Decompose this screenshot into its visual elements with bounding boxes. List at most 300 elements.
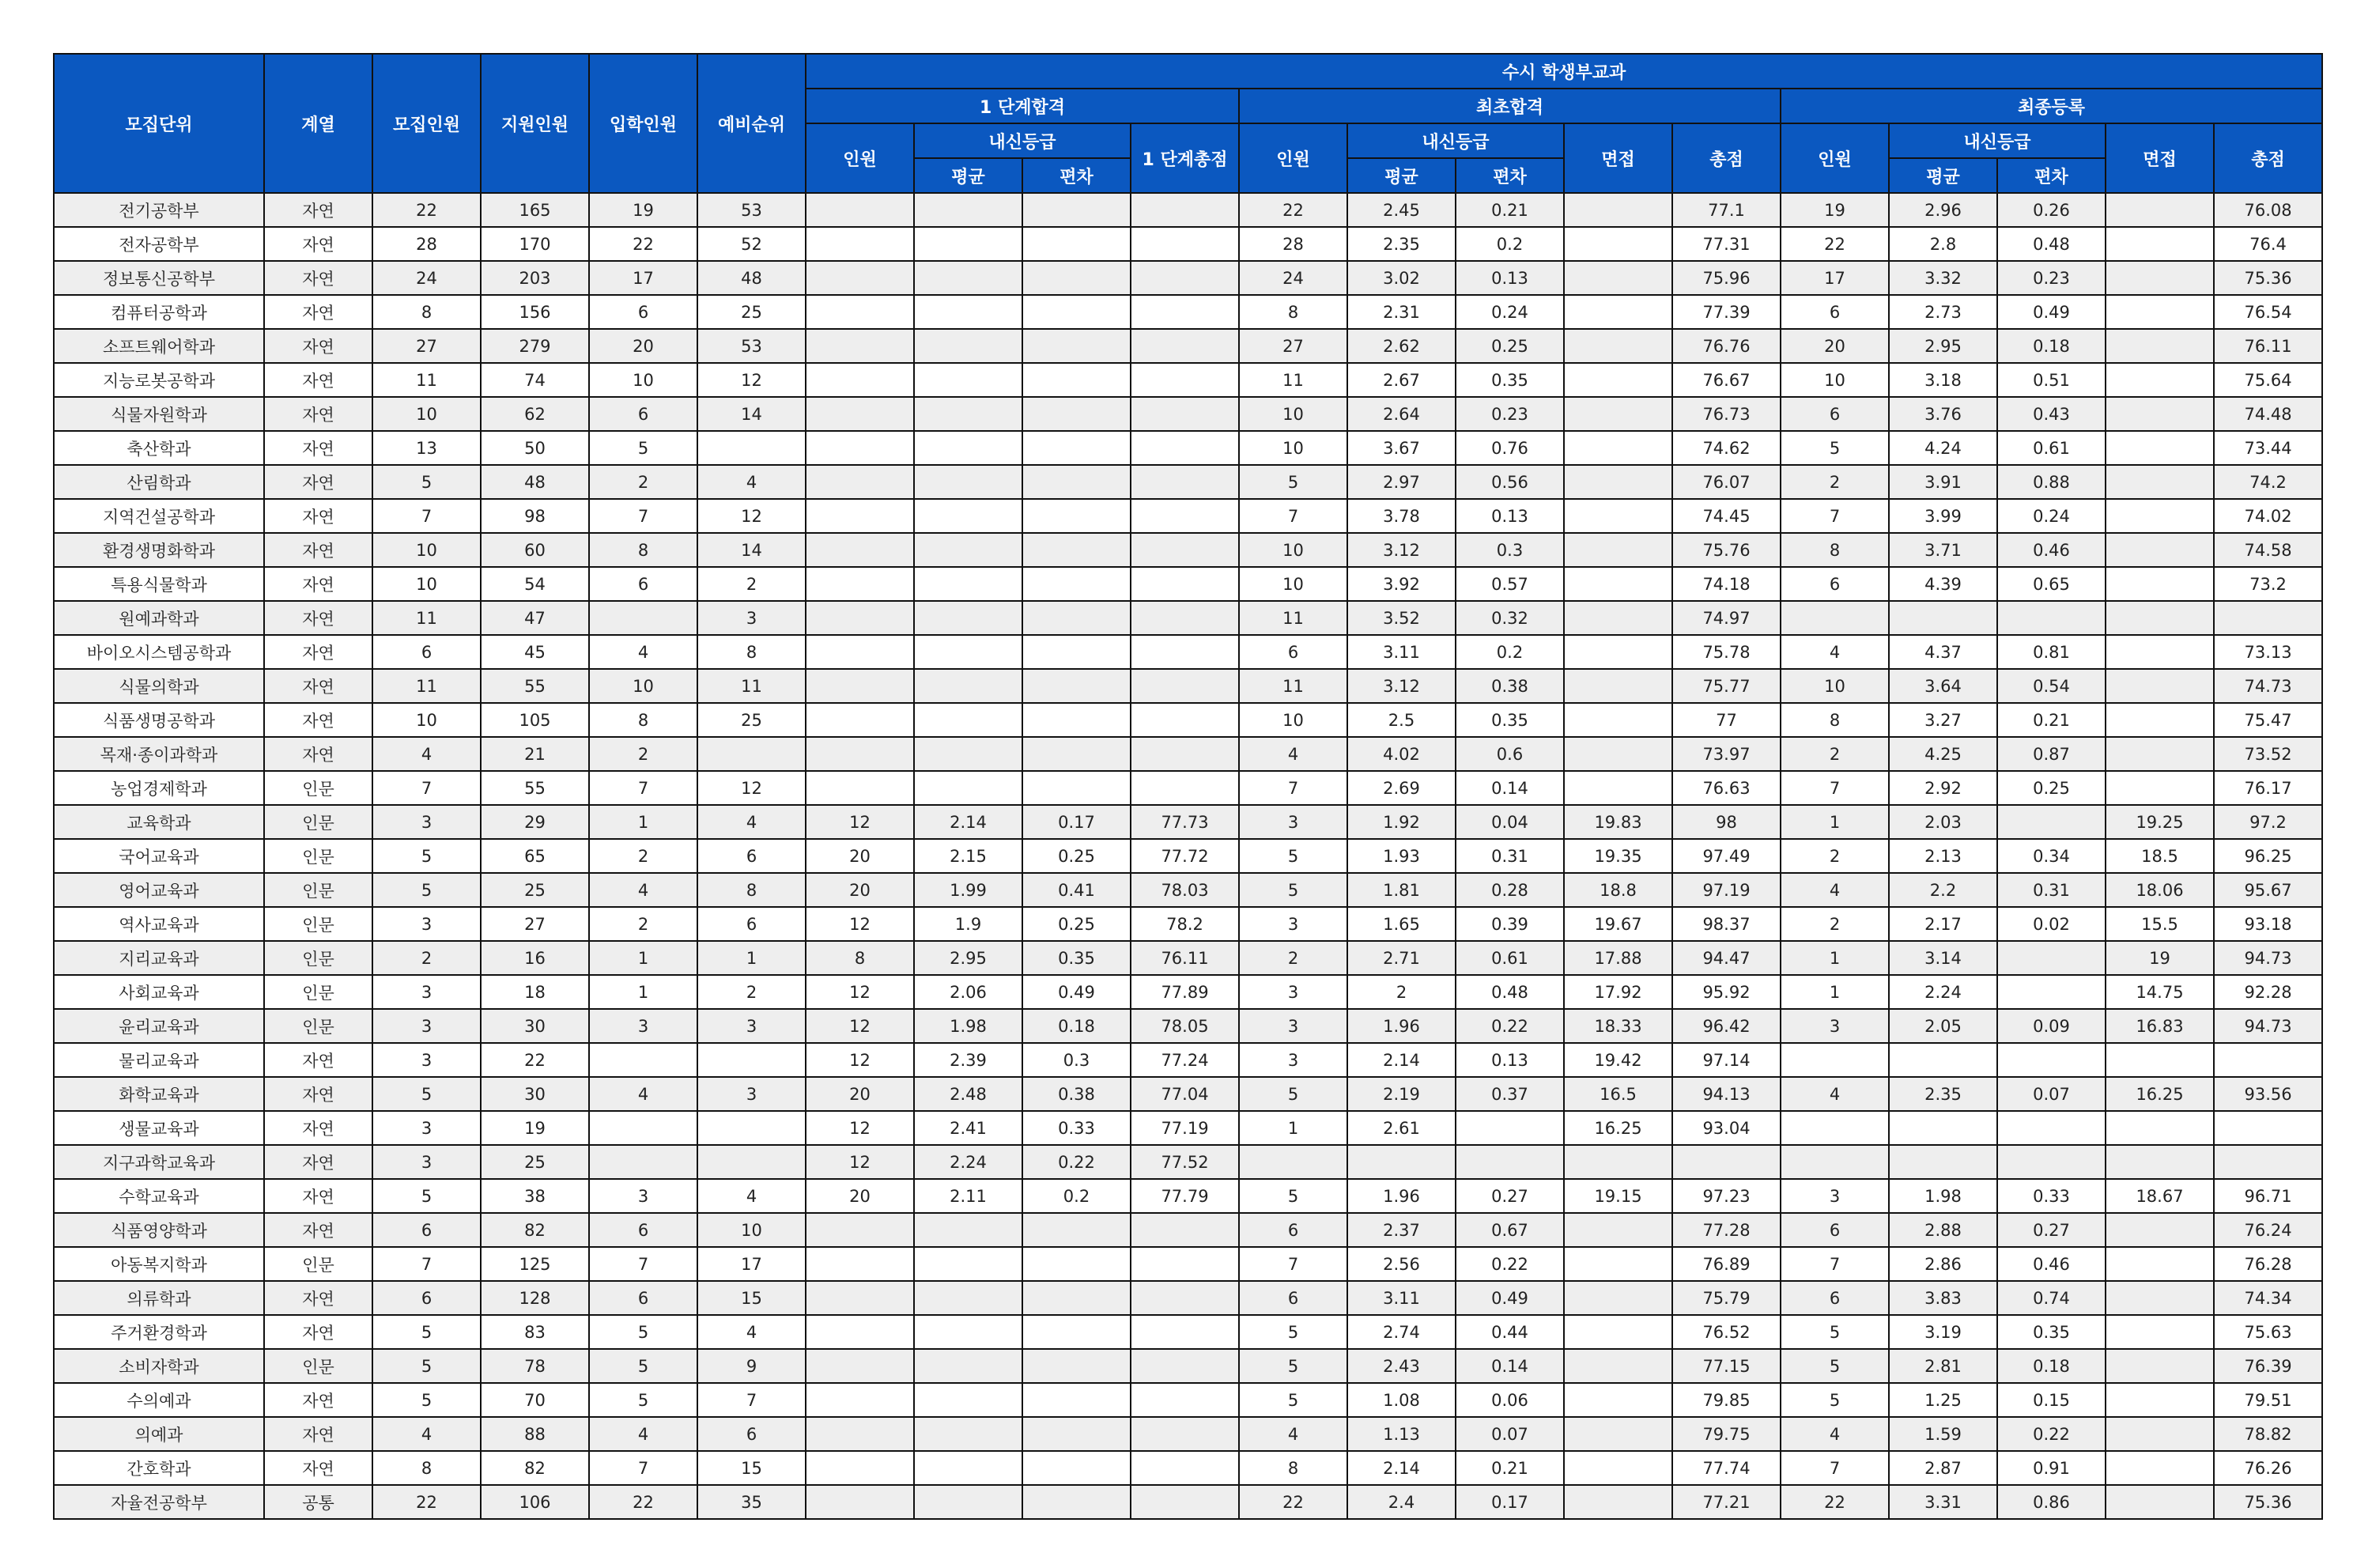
table-cell: [1564, 567, 1672, 601]
table-cell: 38: [481, 1179, 589, 1213]
table-cell: 19.35: [1564, 839, 1672, 873]
table-cell: 73.2: [2214, 567, 2322, 601]
table-cell: [1131, 1281, 1239, 1315]
header-final-interview: 면접: [2106, 123, 2214, 193]
table-cell: 2.61: [1347, 1111, 1456, 1145]
table-cell: [2106, 465, 2214, 499]
table-cell: 3.19: [1889, 1315, 1997, 1349]
table-cell: [1022, 771, 1131, 805]
table-cell: [1022, 431, 1131, 465]
table-cell: [1131, 1247, 1239, 1281]
table-cell: 2.71: [1347, 941, 1456, 975]
table-cell: 165: [481, 193, 589, 227]
table-cell: [1564, 1315, 1672, 1349]
table-cell: 1: [1781, 941, 1889, 975]
header-stage1-count: 인원: [806, 123, 914, 193]
table-cell: 19.83: [1564, 805, 1672, 839]
table-cell: 0.26: [1997, 193, 2106, 227]
table-cell: 자연: [264, 1077, 372, 1111]
table-cell: [806, 635, 914, 669]
table-cell: 16.25: [1564, 1111, 1672, 1145]
table-cell: 2: [697, 975, 806, 1009]
table-cell: 5: [1781, 1349, 1889, 1383]
table-cell: [914, 635, 1022, 669]
table-row: [54, 975, 2322, 1009]
table-cell: 17: [589, 261, 697, 295]
table-cell: 4: [1239, 1417, 1347, 1451]
table-cell: 1.9: [914, 907, 1022, 941]
table-cell: 93.18: [2214, 907, 2322, 941]
table-row: [54, 1009, 2322, 1043]
table-cell: [914, 1349, 1022, 1383]
table-cell: 2.24: [1889, 975, 1997, 1009]
table-cell: 소비자학과: [54, 1349, 264, 1383]
table-cell: 0.81: [1997, 635, 2106, 669]
table-cell: 2.35: [1889, 1077, 1997, 1111]
table-cell: 지구과학교육과: [54, 1145, 264, 1179]
table-cell: 식물의학과: [54, 669, 264, 703]
table-row: [54, 227, 2322, 261]
table-cell: [1564, 1349, 1672, 1383]
table-cell: 19: [481, 1111, 589, 1145]
table-cell: 6: [589, 1281, 697, 1315]
table-cell: [914, 601, 1022, 635]
table-cell: 식물자원학과: [54, 397, 264, 431]
table-cell: 1.98: [914, 1009, 1022, 1043]
table-cell: 수학교육과: [54, 1179, 264, 1213]
table-cell: [914, 1213, 1022, 1247]
table-cell: 4: [697, 1179, 806, 1213]
table-cell: [914, 1281, 1022, 1315]
table-cell: 0.25: [1997, 771, 2106, 805]
table-cell: 12: [806, 907, 914, 941]
table-cell: [697, 1111, 806, 1145]
table-cell: 19.25: [2106, 805, 2214, 839]
table-cell: 자연: [264, 1145, 372, 1179]
table-cell: 96.71: [2214, 1179, 2322, 1213]
table-cell: 3.18: [1889, 363, 1997, 397]
table-cell: 자연: [264, 1451, 372, 1485]
table-cell: 18.33: [1564, 1009, 1672, 1043]
table-cell: [1131, 261, 1239, 295]
table-cell: 15: [697, 1451, 806, 1485]
table-cell: [2106, 193, 2214, 227]
header-initial-grade: 내신등급: [1347, 123, 1564, 158]
table-row: [54, 635, 2322, 669]
table-cell: [806, 431, 914, 465]
table-cell: 4.25: [1889, 737, 1997, 771]
table-cell: 0.15: [1997, 1383, 2106, 1417]
table-cell: 지역건설공학과: [54, 499, 264, 533]
table-cell: 0.32: [1456, 601, 1564, 635]
table-cell: [2106, 397, 2214, 431]
table-cell: 10: [372, 567, 481, 601]
table-cell: 4: [1781, 1417, 1889, 1451]
table-cell: 0.57: [1456, 567, 1564, 601]
table-cell: 주거환경학과: [54, 1315, 264, 1349]
table-cell: 4: [1781, 873, 1889, 907]
table-cell: 20: [589, 329, 697, 363]
table-cell: [806, 703, 914, 737]
table-cell: 279: [481, 329, 589, 363]
table-cell: [1022, 261, 1131, 295]
table-cell: 2: [589, 839, 697, 873]
table-cell: 3.11: [1347, 1281, 1456, 1315]
table-cell: 16.25: [2106, 1077, 2214, 1111]
table-cell: 6: [372, 635, 481, 669]
table-cell: 19.67: [1564, 907, 1672, 941]
table-cell: 0.61: [1997, 431, 2106, 465]
table-cell: 19: [589, 193, 697, 227]
table-cell: 97.2: [2214, 805, 2322, 839]
table-cell: 0.43: [1997, 397, 2106, 431]
table-cell: 식품영양학과: [54, 1213, 264, 1247]
table-cell: [806, 1281, 914, 1315]
table-row: [54, 1383, 2322, 1417]
table-cell: 12: [806, 1043, 914, 1077]
table-cell: 93.04: [1672, 1111, 1781, 1145]
table-cell: 0.3: [1022, 1043, 1131, 1077]
table-cell: [2214, 1111, 2322, 1145]
table-cell: [914, 567, 1022, 601]
table-cell: 자연: [264, 465, 372, 499]
table-row: [54, 1247, 2322, 1281]
table-cell: 0.18: [1997, 1349, 2106, 1383]
table-cell: [2106, 703, 2214, 737]
table-cell: 77.1: [1672, 193, 1781, 227]
table-cell: 2.95: [914, 941, 1022, 975]
table-cell: 1.81: [1347, 873, 1456, 907]
table-cell: [806, 227, 914, 261]
table-cell: 3: [372, 907, 481, 941]
table-cell: [589, 1043, 697, 1077]
table-cell: 자연: [264, 363, 372, 397]
table-cell: 전기공학부: [54, 193, 264, 227]
table-cell: 인문: [264, 1009, 372, 1043]
table-cell: 3: [372, 1111, 481, 1145]
table-cell: 3.02: [1347, 261, 1456, 295]
table-cell: 10: [1239, 533, 1347, 567]
table-cell: 76.76: [1672, 329, 1781, 363]
table-row: [54, 1281, 2322, 1315]
table-cell: [1997, 601, 2106, 635]
table-cell: 3.32: [1889, 261, 1997, 295]
table-cell: [806, 1417, 914, 1451]
table-cell: 98: [1672, 805, 1781, 839]
header-reserve-rank: 예비순위: [697, 54, 806, 193]
table-row: [54, 1315, 2322, 1349]
table-cell: [1564, 771, 1672, 805]
table-cell: [2106, 1043, 2214, 1077]
table-cell: 25: [481, 873, 589, 907]
table-cell: [1022, 1383, 1131, 1417]
table-cell: [1022, 737, 1131, 771]
table-cell: 0.22: [1456, 1009, 1564, 1043]
table-cell: [914, 431, 1022, 465]
table-cell: [1564, 737, 1672, 771]
table-row: [54, 805, 2322, 839]
table-cell: [2106, 1485, 2214, 1519]
table-cell: 4: [589, 635, 697, 669]
table-cell: [697, 1043, 806, 1077]
header-final-dev: 편차: [1997, 158, 2106, 193]
table-cell: 2: [1347, 975, 1456, 1009]
table-cell: 공통: [264, 1485, 372, 1519]
table-cell: 47: [481, 601, 589, 635]
table-cell: 컴퓨터공학과: [54, 295, 264, 329]
table-cell: [1997, 805, 2106, 839]
table-cell: 75.47: [2214, 703, 2322, 737]
table-cell: [914, 465, 1022, 499]
table-cell: 0.33: [1997, 1179, 2106, 1213]
table-cell: [1131, 601, 1239, 635]
table-cell: 2.87: [1889, 1451, 1997, 1485]
table-cell: 79.75: [1672, 1417, 1781, 1451]
table-cell: 인문: [264, 1247, 372, 1281]
table-cell: 48: [697, 261, 806, 295]
table-cell: 6: [372, 1281, 481, 1315]
table-cell: 0.07: [1997, 1077, 2106, 1111]
table-cell: [1131, 1417, 1239, 1451]
table-cell: 2: [1781, 839, 1889, 873]
table-cell: 생물교육과: [54, 1111, 264, 1145]
table-cell: 환경생명화학과: [54, 533, 264, 567]
table-cell: 93.56: [2214, 1077, 2322, 1111]
table-cell: 78: [481, 1349, 589, 1383]
table-cell: 자율전공학부: [54, 1485, 264, 1519]
table-cell: 10: [1239, 397, 1347, 431]
table-cell: 78.03: [1131, 873, 1239, 907]
table-cell: [914, 771, 1022, 805]
table-cell: [1564, 499, 1672, 533]
table-cell: 2.8: [1889, 227, 1997, 261]
table-cell: 1: [1239, 1111, 1347, 1145]
table-cell: 10: [372, 397, 481, 431]
header-applicants: 지원인원: [481, 54, 589, 193]
table-cell: 11: [1239, 601, 1347, 635]
table-cell: 0.88: [1997, 465, 2106, 499]
table-cell: [1564, 329, 1672, 363]
table-cell: [1564, 261, 1672, 295]
table-cell: 2.2: [1889, 873, 1997, 907]
table-cell: [806, 465, 914, 499]
table-cell: 0.6: [1456, 737, 1564, 771]
table-cell: [1781, 1111, 1889, 1145]
table-cell: 7: [1781, 1451, 1889, 1485]
table-cell: 화학교육과: [54, 1077, 264, 1111]
table-cell: 4: [1781, 635, 1889, 669]
header-stage1-group: 1 단계합격: [806, 89, 1239, 123]
table-cell: 60: [481, 533, 589, 567]
table-cell: 0.76: [1456, 431, 1564, 465]
table-cell: [2214, 1145, 2322, 1179]
table-cell: [1564, 1213, 1672, 1247]
table-cell: 78.2: [1131, 907, 1239, 941]
table-cell: 62: [481, 397, 589, 431]
table-cell: 5: [372, 465, 481, 499]
table-cell: 3.27: [1889, 703, 1997, 737]
table-cell: 21: [481, 737, 589, 771]
table-cell: [1564, 635, 1672, 669]
table-cell: [1781, 1043, 1889, 1077]
table-cell: [2106, 227, 2214, 261]
table-cell: [1564, 431, 1672, 465]
table-cell: 인문: [264, 975, 372, 1009]
table-cell: [1781, 1145, 1889, 1179]
table-cell: 73.13: [2214, 635, 2322, 669]
table-cell: 3.99: [1889, 499, 1997, 533]
table-cell: 식품생명공학과: [54, 703, 264, 737]
table-cell: 27: [1239, 329, 1347, 363]
table-cell: 10: [1239, 567, 1347, 601]
table-cell: 11: [1239, 363, 1347, 397]
table-cell: 3: [1239, 975, 1347, 1009]
table-cell: 목재·종이과학과: [54, 737, 264, 771]
table-cell: 0.27: [1456, 1179, 1564, 1213]
table-cell: 2.62: [1347, 329, 1456, 363]
table-cell: 2.4: [1347, 1485, 1456, 1519]
table-cell: 1.08: [1347, 1383, 1456, 1417]
table-cell: 자연: [264, 635, 372, 669]
table-cell: [1889, 601, 1997, 635]
table-cell: 17.88: [1564, 941, 1672, 975]
table-cell: 13: [372, 431, 481, 465]
table-cell: 4: [697, 1315, 806, 1349]
table-cell: 0.06: [1456, 1383, 1564, 1417]
table-cell: 8: [697, 873, 806, 907]
table-cell: 2.88: [1889, 1213, 1997, 1247]
table-cell: 간호학과: [54, 1451, 264, 1485]
table-cell: 5: [1239, 1179, 1347, 1213]
table-cell: 76.17: [2214, 771, 2322, 805]
table-cell: 22: [372, 1485, 481, 1519]
table-cell: 지리교육과: [54, 941, 264, 975]
table-cell: 자연: [264, 669, 372, 703]
table-cell: 0.28: [1456, 873, 1564, 907]
table-cell: 27: [372, 329, 481, 363]
table-cell: 0.22: [1456, 1247, 1564, 1281]
table-cell: [1889, 1111, 1997, 1145]
table-cell: 사회교육과: [54, 975, 264, 1009]
table-cell: 2: [589, 465, 697, 499]
table-cell: [1022, 329, 1131, 363]
table-cell: 77.04: [1131, 1077, 1239, 1111]
table-cell: 52: [697, 227, 806, 261]
table-cell: 18.5: [2106, 839, 2214, 873]
table-cell: [2106, 295, 2214, 329]
table-cell: 0.44: [1456, 1315, 1564, 1349]
table-cell: 0.38: [1022, 1077, 1131, 1111]
table-cell: 1: [589, 941, 697, 975]
table-cell: 35: [697, 1485, 806, 1519]
header-stage1-total: 1 단계총점: [1131, 123, 1239, 193]
table-cell: 0.46: [1997, 533, 2106, 567]
table-cell: [1564, 533, 1672, 567]
table-cell: [2106, 1281, 2214, 1315]
table-cell: 22: [589, 1485, 697, 1519]
table-cell: 55: [481, 669, 589, 703]
table-cell: 3: [1239, 805, 1347, 839]
table-cell: 0.35: [1456, 703, 1564, 737]
table-cell: 자연: [264, 1213, 372, 1247]
table-cell: 6: [1781, 567, 1889, 601]
table-cell: 5: [1781, 1315, 1889, 1349]
header-initial-total: 총점: [1672, 123, 1781, 193]
table-cell: 28: [372, 227, 481, 261]
table-cell: 7: [589, 771, 697, 805]
table-cell: [1131, 1485, 1239, 1519]
table-cell: 6: [697, 839, 806, 873]
table-cell: 산림학과: [54, 465, 264, 499]
table-cell: [914, 295, 1022, 329]
table-cell: 75.36: [2214, 1485, 2322, 1519]
table-cell: 자연: [264, 533, 372, 567]
table-cell: [806, 1383, 914, 1417]
table-cell: 농업경제학과: [54, 771, 264, 805]
table-cell: 18.67: [2106, 1179, 2214, 1213]
table-cell: [806, 567, 914, 601]
table-cell: 16: [481, 941, 589, 975]
table-cell: [1997, 1043, 2106, 1077]
table-cell: [806, 1485, 914, 1519]
table-cell: 24: [372, 261, 481, 295]
table-cell: 1: [1781, 805, 1889, 839]
table-cell: [2106, 431, 2214, 465]
table-cell: 7: [589, 499, 697, 533]
table-cell: [1131, 1315, 1239, 1349]
table-cell: 자연: [264, 703, 372, 737]
table-cell: 78.82: [2214, 1417, 2322, 1451]
table-cell: 5: [372, 839, 481, 873]
table-cell: 6: [1239, 635, 1347, 669]
table-cell: 5: [372, 1077, 481, 1111]
table-cell: [697, 737, 806, 771]
table-cell: 2: [1781, 465, 1889, 499]
table-row: [54, 329, 2322, 363]
table-cell: 2.14: [1347, 1043, 1456, 1077]
table-cell: 4: [697, 465, 806, 499]
table-cell: 0.34: [1997, 839, 2106, 873]
table-cell: 1.92: [1347, 805, 1456, 839]
header-initial-avg: 평균: [1347, 158, 1456, 193]
table-row: [54, 533, 2322, 567]
table-cell: [806, 669, 914, 703]
table-cell: 77: [1672, 703, 1781, 737]
table-cell: 12: [806, 975, 914, 1009]
table-cell: 10: [1781, 363, 1889, 397]
table-cell: [806, 193, 914, 227]
table-cell: [914, 1451, 1022, 1485]
table-cell: 0.48: [1997, 227, 2106, 261]
table-cell: [806, 1213, 914, 1247]
table-cell: 3: [1239, 1009, 1347, 1043]
table-cell: [2106, 771, 2214, 805]
table-cell: [2106, 1451, 2214, 1485]
table-cell: 97.23: [1672, 1179, 1781, 1213]
table-cell: [1564, 1485, 1672, 1519]
table-cell: 94.13: [1672, 1077, 1781, 1111]
table-cell: 자연: [264, 1111, 372, 1145]
table-cell: [1022, 1247, 1131, 1281]
table-cell: 70: [481, 1383, 589, 1417]
table-row: [54, 1485, 2322, 1519]
table-cell: 22: [372, 193, 481, 227]
table-row: [54, 703, 2322, 737]
table-cell: 20: [806, 839, 914, 873]
table-cell: 인문: [264, 907, 372, 941]
table-cell: 25: [697, 295, 806, 329]
table-row: [54, 941, 2322, 975]
